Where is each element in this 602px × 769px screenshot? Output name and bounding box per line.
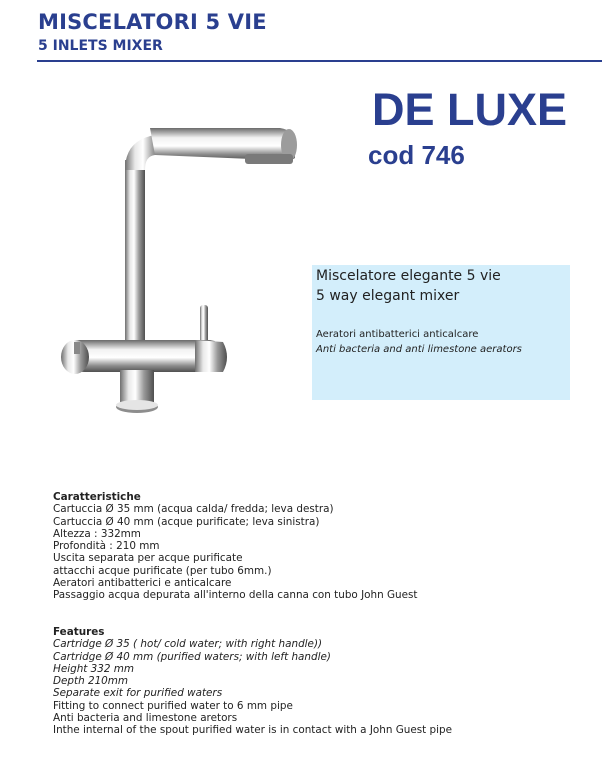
faucet-image [45,100,315,430]
header-subtitle: 5 INLETS MIXER [38,38,163,54]
features-section [53,626,452,737]
spec-line: Passaggio acqua depurata all'interno della canna con tubo John Guest [53,589,418,602]
aerators-en: Anti bacteria and anti limestone aerators [316,344,522,355]
product-name: DE LUXE [372,84,568,135]
feature-line: Height 332 mm [53,662,135,675]
caratteristiche-section [53,491,418,602]
feature-line: Cartridge Ø 40 mm (purified waters; with left handle) [53,650,331,663]
aerators-it: Aeratori antibatterici anticalcare [316,329,479,340]
feature-line: Separate exit for purified waters [53,687,223,700]
product-code: cod 746 [368,140,465,170]
caratteristiche-title: Caratteristiche [53,491,141,503]
features-title: Features [53,626,105,638]
description-en: 5 way elegant mixer [316,288,460,304]
header-divider [37,60,602,62]
feature-line: Anti bacteria and limestone aretors [53,712,238,725]
feature-line: Inthe internal of the spout purified water is in contact with a John Guest pipe [53,724,453,737]
spec-line: Uscita separata per acque purificate [53,552,243,565]
description-it: Miscelatore elegante 5 vie [316,268,501,284]
header-title: MISCELATORI 5 VIE [38,10,267,34]
spec-line: attacchi acque purificate (per tubo 6mm.) [53,564,272,577]
spec-line: Cartuccia Ø 35 mm (acqua calda/ fredda; leva destra) [53,503,334,516]
spec-line: Altezza : 332mm [53,527,141,540]
feature-line: Fitting to connect purified water to 6 mm pipe [53,699,293,712]
spec-line: Aeratori antibatterici e anticalcare [53,577,232,590]
feature-line: Depth 210mm [53,675,129,688]
spec-line: Cartuccia Ø 40 mm (acque purificate; leva sinistra) [53,515,320,528]
feature-line: Cartridge Ø 35 ( hot/ cold water; with right handle)) [53,638,323,651]
spec-line: Profondità : 210 mm [53,540,160,553]
